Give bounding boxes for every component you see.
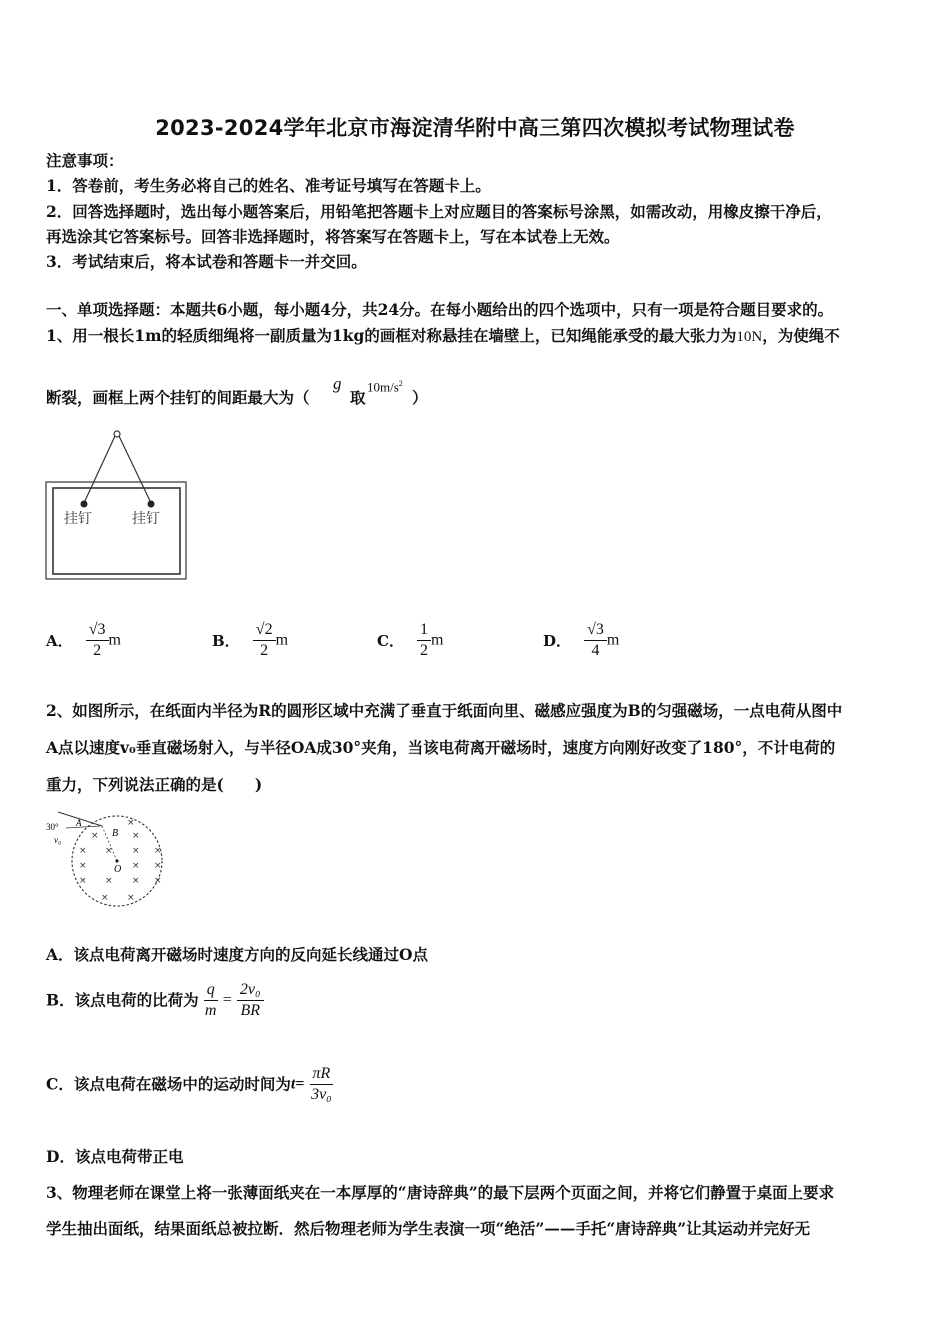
svg-text:×: × <box>127 818 135 828</box>
page-title: 2023-2024学年北京市海淀清华附中高三第四次模拟考试物理试卷 <box>155 116 795 140</box>
svg-text:×: × <box>154 846 162 856</box>
notice-item-2a: 2．回答选择题时，选出每小题答案后，用铅笔把答题卡上对应题目的答案标号涂黑，如需改动，用橡皮擦干净后， <box>46 202 832 221</box>
svg-text:×: × <box>79 846 87 856</box>
notice-heading: 注意事项： <box>46 151 124 170</box>
notice-item-3: 3．考试结束后，将本试卷和答题卡一并交回。 <box>46 252 367 271</box>
fig-o: O <box>114 864 122 875</box>
nail-left-label: 挂钉 <box>64 511 92 527</box>
svg-text:×: × <box>154 876 162 886</box>
q2-line-2: A点以速度v₀垂直磁场射入，与半径OA成30°夹角，当该电荷离开磁场时，速度方向刚好改变了180°，不计电荷的 <box>46 738 836 757</box>
fig-v0: v₀ <box>54 835 62 845</box>
q1-option-b: B． $\frac{√2}{2}$ m <box>212 621 289 659</box>
nail-left <box>81 501 88 508</box>
q1-force: 10N <box>736 329 763 345</box>
svg-text:×: × <box>79 861 87 871</box>
q2-option-a: A．该点电荷离开磁场时速度方向的反向延长线通过O点 <box>46 945 429 964</box>
svg-text:×: × <box>105 846 113 856</box>
svg-text:×: × <box>79 876 87 886</box>
frame-figure <box>44 428 189 583</box>
svg-text:×: × <box>105 876 113 886</box>
q3-line-1: 3、物理老师在课堂上将一张薄面纸夹在一本厚厚的“唐诗辞典”的最下层两个页面之间，并将它们静置于桌面上要求 <box>46 1183 835 1202</box>
q1-line-2: 断裂，画框上两个挂钉的间距最大为（ <box>46 388 310 407</box>
q1-g: g <box>333 374 342 393</box>
svg-text:×: × <box>127 893 135 903</box>
fig-b: B <box>112 828 119 839</box>
svg-text:×: × <box>101 893 109 903</box>
svg-text:×: × <box>132 861 140 871</box>
q1-close: ） <box>412 388 428 407</box>
magnetic-field-figure <box>44 808 172 912</box>
q1-qu: 取 <box>350 388 366 407</box>
q1-option-a: A． $\frac{√3}{2}$ m <box>46 621 121 659</box>
svg-text:×: × <box>91 831 99 841</box>
q2-option-c: C．该点电荷在磁场中的运动时间为t= $\frac{\pi R}{\text{3v₀}}$ <box>46 1065 332 1103</box>
section-heading: 一、单项选择题：本题共6小题，每小题4分，共24分。在每小题给出的四个选项中，只有一项是符合题目要求的。 <box>46 300 834 319</box>
q2-option-b: B．该点电荷的比荷为 $\frac{q}{m}$ = $\frac{\text{2v₀}}{BR}$ <box>46 980 264 1021</box>
svg-text:×: × <box>154 861 162 871</box>
q1-gval: $10m/s^2$ <box>367 379 403 395</box>
nail-right-label: 挂钉 <box>132 511 160 527</box>
q2-option-d: D．该点电荷带正电 <box>46 1147 184 1166</box>
notice-item-1: 1．答卷前，考生务必将自己的姓名、准考证号填写在答题卡上。 <box>46 176 491 195</box>
svg-text:×: × <box>132 846 140 856</box>
notice-item-2b: 再选涂其它答案标号。回答非选择题时，将答案写在答题卡上，写在本试卷上无效。 <box>46 227 620 246</box>
q2-line-1: 2、如图所示，在纸面内半径为R的圆形区域中充满了垂直于纸面向里、磁感应强度为B的匀强磁场，一点电荷从图中 <box>46 701 843 720</box>
q2-line-3: 重力，下列说法正确的是( ) <box>46 775 263 794</box>
q1-option-c: C． $\frac{1}{2}$ m <box>377 621 444 659</box>
nail-right <box>148 501 155 508</box>
svg-text:×: × <box>132 876 140 886</box>
q1-option-d: D． $\frac{√3}{4}$ m <box>543 621 620 659</box>
fig-point-a: A <box>76 818 82 828</box>
fig-angle: 30° <box>46 822 59 832</box>
q3-line-2: 学生抽出面纸，结果面纸总被拉断．然后物理老师为学生表演一项“绝活”——手托“唐诗辞典”让其运动并完好无 <box>46 1219 811 1238</box>
q1-line-1: 1、用一根长1m的轻质细绳将一副质量为1kg的画框对称悬挂在墙壁上，已知绳能承受的最大张力为10N，为使绳不 <box>46 326 840 345</box>
svg-text:×: × <box>132 831 140 841</box>
